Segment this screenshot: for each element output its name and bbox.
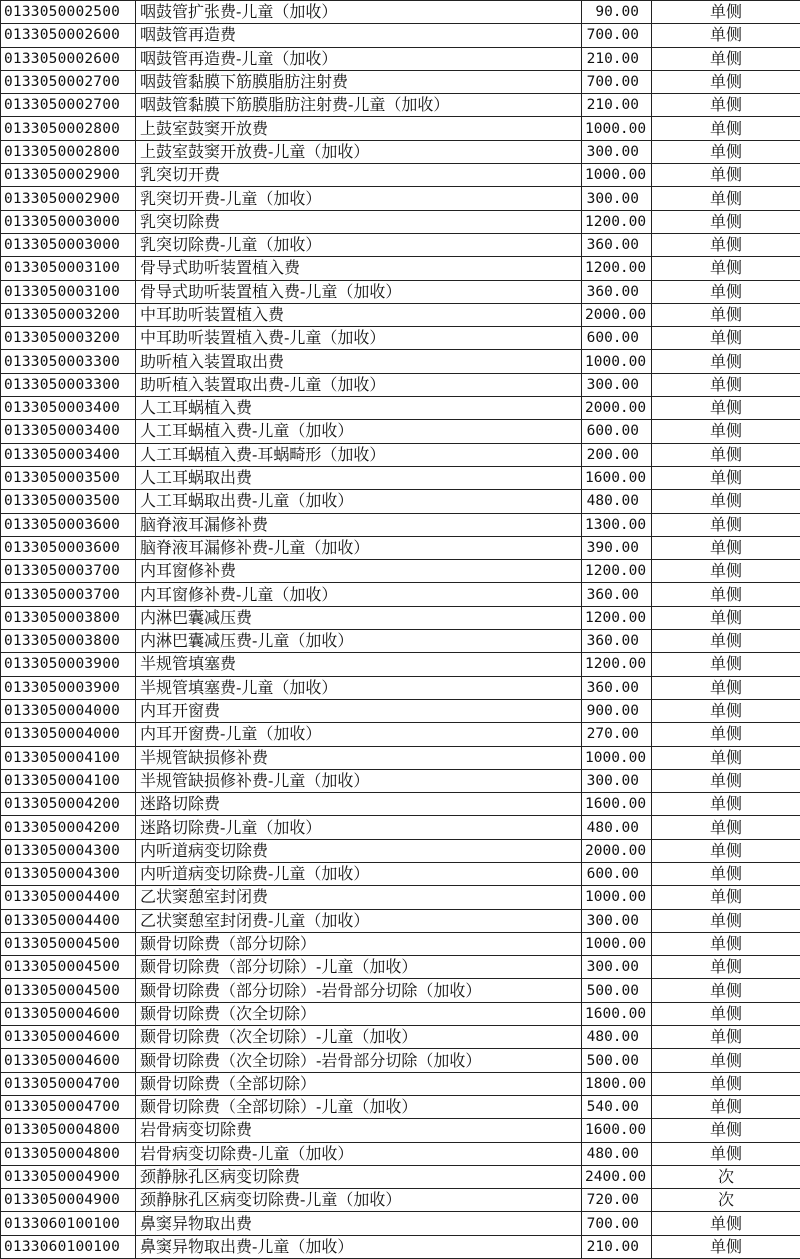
- item-code-cell: 0133050003700: [1, 560, 136, 583]
- item-name-cell: 颞骨切除费（次全切除）: [136, 1002, 582, 1025]
- item-price-cell: 200.00: [582, 443, 652, 466]
- item-price-cell: 270.00: [582, 723, 652, 746]
- item-unit-cell: 单侧: [652, 187, 800, 210]
- item-price-cell: 1000.00: [582, 350, 652, 373]
- item-code-cell: 0133050004100: [1, 769, 136, 792]
- item-price-cell: 300.00: [582, 187, 652, 210]
- item-name-cell: 颈静脉孔区病变切除费: [136, 1165, 582, 1188]
- table-row: [1, 862, 800, 885]
- item-name-cell: 岩骨病变切除费-儿童（加收）: [136, 1142, 582, 1165]
- item-name-cell: 迷路切除费-儿童（加收）: [136, 816, 582, 839]
- item-unit-cell: 单侧: [652, 1072, 800, 1095]
- item-price-cell: 1000.00: [582, 117, 652, 140]
- item-code-cell: 0133050002600: [1, 24, 136, 47]
- table-row: [1, 1, 800, 24]
- item-code-cell: 0133050004400: [1, 886, 136, 909]
- item-price-cell: 600.00: [582, 862, 652, 885]
- item-unit-cell: 单侧: [652, 909, 800, 932]
- item-unit-cell: 单侧: [652, 816, 800, 839]
- item-unit-cell: 单侧: [652, 233, 800, 256]
- item-code-cell: 0133050003500: [1, 490, 136, 513]
- item-name-cell: 内听道病变切除费: [136, 839, 582, 862]
- item-unit-cell: 单侧: [652, 1142, 800, 1165]
- item-unit-cell: 单侧: [652, 839, 800, 862]
- item-name-cell: 上鼓室鼓窦开放费: [136, 117, 582, 140]
- item-name-cell: 内耳开窗费-儿童（加收）: [136, 723, 582, 746]
- table-row: [1, 397, 800, 420]
- item-unit-cell: 单侧: [652, 24, 800, 47]
- table-row: [1, 932, 800, 955]
- item-name-cell: 骨导式助听装置植入费: [136, 257, 582, 280]
- item-name-cell: 内耳窗修补费: [136, 560, 582, 583]
- table-row: [1, 839, 800, 862]
- table-row: [1, 1049, 800, 1072]
- item-price-cell: 360.00: [582, 233, 652, 256]
- item-code-cell: 0133050004500: [1, 932, 136, 955]
- item-price-cell: 1000.00: [582, 746, 652, 769]
- table-row: [1, 1002, 800, 1025]
- item-price-cell: 700.00: [582, 1212, 652, 1235]
- item-price-cell: 90.00: [582, 1, 652, 24]
- item-price-cell: 1200.00: [582, 560, 652, 583]
- item-unit-cell: 单侧: [652, 536, 800, 559]
- item-code-cell: 0133050004300: [1, 862, 136, 885]
- item-unit-cell: 单侧: [652, 443, 800, 466]
- item-unit-cell: 单侧: [652, 420, 800, 443]
- item-unit-cell: 单侧: [652, 560, 800, 583]
- item-price-cell: 360.00: [582, 676, 652, 699]
- item-price-cell: 1200.00: [582, 257, 652, 280]
- item-price-cell: 390.00: [582, 536, 652, 559]
- item-name-cell: 乳突切开费: [136, 164, 582, 187]
- item-unit-cell: 单侧: [652, 793, 800, 816]
- item-price-cell: 2000.00: [582, 397, 652, 420]
- table-row: [1, 1165, 800, 1188]
- item-price-cell: 2400.00: [582, 1165, 652, 1188]
- item-unit-cell: 单侧: [652, 280, 800, 303]
- item-name-cell: 乳突切除费-儿童（加收）: [136, 233, 582, 256]
- item-code-cell: 0133050002600: [1, 47, 136, 70]
- item-name-cell: 咽鼓管扩张费-儿童（加收）: [136, 1, 582, 24]
- item-code-cell: 0133050003400: [1, 443, 136, 466]
- item-code-cell: 0133050004700: [1, 1072, 136, 1095]
- item-price-cell: 480.00: [582, 1142, 652, 1165]
- item-price-cell: 1000.00: [582, 164, 652, 187]
- item-unit-cell: 单侧: [652, 630, 800, 653]
- item-price-cell: 300.00: [582, 769, 652, 792]
- table-row: [1, 164, 800, 187]
- item-name-cell: 乙状窦憩室封闭费: [136, 886, 582, 909]
- item-name-cell: 颞骨切除费（部分切除）-岩骨部分切除（加收）: [136, 979, 582, 1002]
- item-name-cell: 助听植入装置取出费-儿童（加收）: [136, 373, 582, 396]
- item-name-cell: 颞骨切除费（次全切除）-岩骨部分切除（加收）: [136, 1049, 582, 1072]
- item-name-cell: 内淋巴囊减压费: [136, 606, 582, 629]
- item-unit-cell: 单侧: [652, 1095, 800, 1118]
- item-code-cell: 0133050003500: [1, 466, 136, 489]
- item-code-cell: 0133050004500: [1, 979, 136, 1002]
- item-name-cell: 鼻窦异物取出费-儿童（加收）: [136, 1235, 582, 1258]
- fee-table-body: [1, 1, 800, 1259]
- item-code-cell: 0133050003400: [1, 397, 136, 420]
- item-price-cell: 1600.00: [582, 1119, 652, 1142]
- item-name-cell: 乙状窦憩室封闭费-儿童（加收）: [136, 909, 582, 932]
- item-name-cell: 脑脊液耳漏修补费-儿童（加收）: [136, 536, 582, 559]
- item-price-cell: 700.00: [582, 24, 652, 47]
- item-unit-cell: 次: [652, 1189, 800, 1212]
- item-code-cell: 0133050003100: [1, 280, 136, 303]
- table-row: [1, 1119, 800, 1142]
- table-row: [1, 210, 800, 233]
- item-unit-cell: 单侧: [652, 676, 800, 699]
- item-code-cell: 0133050002700: [1, 94, 136, 117]
- item-name-cell: 人工耳蜗取出费-儿童（加收）: [136, 490, 582, 513]
- item-price-cell: 1000.00: [582, 932, 652, 955]
- table-row: [1, 280, 800, 303]
- item-unit-cell: 单侧: [652, 397, 800, 420]
- item-name-cell: 咽鼓管再造费-儿童（加收）: [136, 47, 582, 70]
- item-price-cell: 480.00: [582, 1026, 652, 1049]
- table-row: [1, 350, 800, 373]
- item-unit-cell: 单侧: [652, 746, 800, 769]
- table-row: [1, 1189, 800, 1212]
- item-name-cell: 中耳助听装置植入费: [136, 303, 582, 326]
- item-price-cell: 1600.00: [582, 1002, 652, 1025]
- table-row: [1, 956, 800, 979]
- item-code-cell: 0133050004800: [1, 1119, 136, 1142]
- table-row: [1, 560, 800, 583]
- item-name-cell: 人工耳蜗植入费: [136, 397, 582, 420]
- table-row: [1, 443, 800, 466]
- item-price-cell: 360.00: [582, 583, 652, 606]
- item-code-cell: 0133050003600: [1, 513, 136, 536]
- item-unit-cell: 单侧: [652, 47, 800, 70]
- item-name-cell: 颞骨切除费（全部切除）: [136, 1072, 582, 1095]
- item-name-cell: 脑脊液耳漏修补费: [136, 513, 582, 536]
- item-unit-cell: 次: [652, 1165, 800, 1188]
- item-unit-cell: 单侧: [652, 1002, 800, 1025]
- item-name-cell: 人工耳蜗植入费-耳蜗畸形（加收）: [136, 443, 582, 466]
- item-code-cell: 0133050003200: [1, 303, 136, 326]
- table-row: [1, 47, 800, 70]
- item-name-cell: 咽鼓管黏膜下筋膜脂肪注射费: [136, 70, 582, 93]
- item-price-cell: 2000.00: [582, 839, 652, 862]
- item-price-cell: 900.00: [582, 699, 652, 722]
- table-row: [1, 676, 800, 699]
- item-name-cell: 内耳窗修补费-儿童（加收）: [136, 583, 582, 606]
- item-name-cell: 迷路切除费: [136, 793, 582, 816]
- item-unit-cell: 单侧: [652, 932, 800, 955]
- item-name-cell: 上鼓室鼓窦开放费-儿童（加收）: [136, 140, 582, 163]
- item-unit-cell: 单侧: [652, 1119, 800, 1142]
- item-unit-cell: 单侧: [652, 117, 800, 140]
- item-name-cell: 人工耳蜗取出费: [136, 466, 582, 489]
- item-name-cell: 鼻窦异物取出费: [136, 1212, 582, 1235]
- table-row: [1, 979, 800, 1002]
- item-name-cell: 人工耳蜗植入费-儿童（加收）: [136, 420, 582, 443]
- item-price-cell: 700.00: [582, 70, 652, 93]
- item-unit-cell: 单侧: [652, 350, 800, 373]
- item-price-cell: 480.00: [582, 490, 652, 513]
- table-row: [1, 769, 800, 792]
- item-unit-cell: 单侧: [652, 94, 800, 117]
- item-code-cell: 0133060100100: [1, 1235, 136, 1258]
- item-code-cell: 0133050002700: [1, 70, 136, 93]
- item-price-cell: 600.00: [582, 420, 652, 443]
- item-code-cell: 0133050002800: [1, 140, 136, 163]
- item-name-cell: 乳突切开费-儿童（加收）: [136, 187, 582, 210]
- item-unit-cell: 单侧: [652, 653, 800, 676]
- table-row: [1, 94, 800, 117]
- item-price-cell: 210.00: [582, 1235, 652, 1258]
- table-row: [1, 233, 800, 256]
- item-price-cell: 1200.00: [582, 606, 652, 629]
- item-code-cell: 0133050003400: [1, 420, 136, 443]
- item-price-cell: 540.00: [582, 1095, 652, 1118]
- item-name-cell: 助听植入装置取出费: [136, 350, 582, 373]
- table-row: [1, 466, 800, 489]
- item-price-cell: 1200.00: [582, 210, 652, 233]
- table-row: [1, 257, 800, 280]
- table-row: [1, 816, 800, 839]
- item-code-cell: 0133050004800: [1, 1142, 136, 1165]
- item-code-cell: 0133050004700: [1, 1095, 136, 1118]
- table-row: [1, 140, 800, 163]
- item-unit-cell: 单侧: [652, 886, 800, 909]
- item-unit-cell: 单侧: [652, 606, 800, 629]
- item-name-cell: 内耳开窗费: [136, 699, 582, 722]
- item-code-cell: 0133050003000: [1, 233, 136, 256]
- item-code-cell: 0133050004000: [1, 723, 136, 746]
- item-price-cell: 480.00: [582, 816, 652, 839]
- item-code-cell: 0133050002800: [1, 117, 136, 140]
- item-name-cell: 骨导式助听装置植入费-儿童（加收）: [136, 280, 582, 303]
- item-code-cell: 0133050003300: [1, 373, 136, 396]
- item-name-cell: 乳突切除费: [136, 210, 582, 233]
- item-code-cell: 0133050003100: [1, 257, 136, 280]
- item-unit-cell: 单侧: [652, 303, 800, 326]
- item-price-cell: 1200.00: [582, 653, 652, 676]
- table-row: [1, 70, 800, 93]
- item-name-cell: 半规管填塞费-儿童（加收）: [136, 676, 582, 699]
- item-price-cell: 300.00: [582, 140, 652, 163]
- item-name-cell: 颞骨切除费（部分切除）-儿童（加收）: [136, 956, 582, 979]
- item-name-cell: 咽鼓管黏膜下筋膜脂肪注射费-儿童（加收）: [136, 94, 582, 117]
- item-code-cell: 0133050004600: [1, 1026, 136, 1049]
- item-price-cell: 1600.00: [582, 793, 652, 816]
- item-code-cell: 0133050004900: [1, 1189, 136, 1212]
- table-row: [1, 746, 800, 769]
- item-code-cell: 0133050004400: [1, 909, 136, 932]
- item-price-cell: 300.00: [582, 909, 652, 932]
- item-price-cell: 210.00: [582, 47, 652, 70]
- item-price-cell: 1800.00: [582, 1072, 652, 1095]
- item-name-cell: 半规管缺损修补费: [136, 746, 582, 769]
- table-row: [1, 630, 800, 653]
- table-row: [1, 909, 800, 932]
- table-row: [1, 536, 800, 559]
- item-price-cell: 1000.00: [582, 886, 652, 909]
- item-code-cell: 0133050002900: [1, 164, 136, 187]
- table-row: [1, 1142, 800, 1165]
- item-code-cell: 0133050004200: [1, 793, 136, 816]
- item-name-cell: 中耳助听装置植入费-儿童（加收）: [136, 327, 582, 350]
- item-name-cell: 颞骨切除费（次全切除）-儿童（加收）: [136, 1026, 582, 1049]
- item-unit-cell: 单侧: [652, 699, 800, 722]
- item-unit-cell: 单侧: [652, 327, 800, 350]
- item-name-cell: 颞骨切除费（全部切除）-儿童（加收）: [136, 1095, 582, 1118]
- item-unit-cell: 单侧: [652, 466, 800, 489]
- item-price-cell: 2000.00: [582, 303, 652, 326]
- item-code-cell: 0133050003800: [1, 606, 136, 629]
- item-unit-cell: 单侧: [652, 1026, 800, 1049]
- table-row: [1, 583, 800, 606]
- item-price-cell: 1300.00: [582, 513, 652, 536]
- item-unit-cell: 单侧: [652, 862, 800, 885]
- item-code-cell: 0133050003900: [1, 653, 136, 676]
- item-code-cell: 0133050003800: [1, 630, 136, 653]
- item-unit-cell: 单侧: [652, 979, 800, 1002]
- item-code-cell: 0133050004600: [1, 1002, 136, 1025]
- item-price-cell: 360.00: [582, 280, 652, 303]
- table-row: [1, 303, 800, 326]
- item-unit-cell: 单侧: [652, 373, 800, 396]
- table-row: [1, 886, 800, 909]
- item-unit-cell: 单侧: [652, 723, 800, 746]
- item-code-cell: 0133050004500: [1, 956, 136, 979]
- item-code-cell: 0133050004000: [1, 699, 136, 722]
- item-code-cell: 0133050004300: [1, 839, 136, 862]
- item-price-cell: 500.00: [582, 1049, 652, 1072]
- item-price-cell: 600.00: [582, 327, 652, 350]
- item-code-cell: 0133050003200: [1, 327, 136, 350]
- table-row: [1, 490, 800, 513]
- item-unit-cell: 单侧: [652, 1, 800, 24]
- item-code-cell: 0133050004600: [1, 1049, 136, 1072]
- item-code-cell: 0133050003700: [1, 583, 136, 606]
- table-row: [1, 699, 800, 722]
- table-row: [1, 24, 800, 47]
- item-price-cell: 1600.00: [582, 466, 652, 489]
- item-unit-cell: 单侧: [652, 1049, 800, 1072]
- item-code-cell: 0133050003900: [1, 676, 136, 699]
- item-unit-cell: 单侧: [652, 490, 800, 513]
- item-price-cell: 500.00: [582, 979, 652, 1002]
- item-price-cell: 720.00: [582, 1189, 652, 1212]
- item-unit-cell: 单侧: [652, 513, 800, 536]
- table-row: [1, 187, 800, 210]
- table-row: [1, 327, 800, 350]
- table-row: [1, 420, 800, 443]
- table-row: [1, 117, 800, 140]
- item-name-cell: 岩骨病变切除费: [136, 1119, 582, 1142]
- item-unit-cell: 单侧: [652, 769, 800, 792]
- item-price-cell: 210.00: [582, 94, 652, 117]
- item-code-cell: 0133050003000: [1, 210, 136, 233]
- item-unit-cell: 单侧: [652, 164, 800, 187]
- table-row: [1, 793, 800, 816]
- table-row: [1, 1026, 800, 1049]
- item-name-cell: 内淋巴囊减压费-儿童（加收）: [136, 630, 582, 653]
- item-price-cell: 360.00: [582, 630, 652, 653]
- table-row: [1, 1212, 800, 1235]
- table-row: [1, 1235, 800, 1258]
- item-name-cell: 咽鼓管再造费: [136, 24, 582, 47]
- item-name-cell: 颞骨切除费（部分切除）: [136, 932, 582, 955]
- table-row: [1, 606, 800, 629]
- table-row: [1, 1072, 800, 1095]
- item-unit-cell: 单侧: [652, 583, 800, 606]
- item-unit-cell: 单侧: [652, 1235, 800, 1258]
- item-unit-cell: 单侧: [652, 1212, 800, 1235]
- item-name-cell: 半规管填塞费: [136, 653, 582, 676]
- table-row: [1, 653, 800, 676]
- item-name-cell: 内听道病变切除费-儿童（加收）: [136, 862, 582, 885]
- item-code-cell: 0133050003600: [1, 536, 136, 559]
- table-row: [1, 1095, 800, 1118]
- table-row: [1, 723, 800, 746]
- item-code-cell: 0133050004200: [1, 816, 136, 839]
- item-code-cell: 0133050004100: [1, 746, 136, 769]
- item-price-cell: 300.00: [582, 373, 652, 396]
- item-name-cell: 半规管缺损修补费-儿童（加收）: [136, 769, 582, 792]
- item-code-cell: 0133050004900: [1, 1165, 136, 1188]
- item-unit-cell: 单侧: [652, 257, 800, 280]
- item-unit-cell: 单侧: [652, 210, 800, 233]
- item-unit-cell: 单侧: [652, 70, 800, 93]
- item-code-cell: 0133060100100: [1, 1212, 136, 1235]
- item-name-cell: 颈静脉孔区病变切除费-儿童（加收）: [136, 1189, 582, 1212]
- item-price-cell: 300.00: [582, 956, 652, 979]
- item-unit-cell: 单侧: [652, 140, 800, 163]
- item-code-cell: 0133050002500: [1, 1, 136, 24]
- item-unit-cell: 单侧: [652, 956, 800, 979]
- item-code-cell: 0133050002900: [1, 187, 136, 210]
- item-code-cell: 0133050003300: [1, 350, 136, 373]
- table-row: [1, 513, 800, 536]
- table-row: [1, 373, 800, 396]
